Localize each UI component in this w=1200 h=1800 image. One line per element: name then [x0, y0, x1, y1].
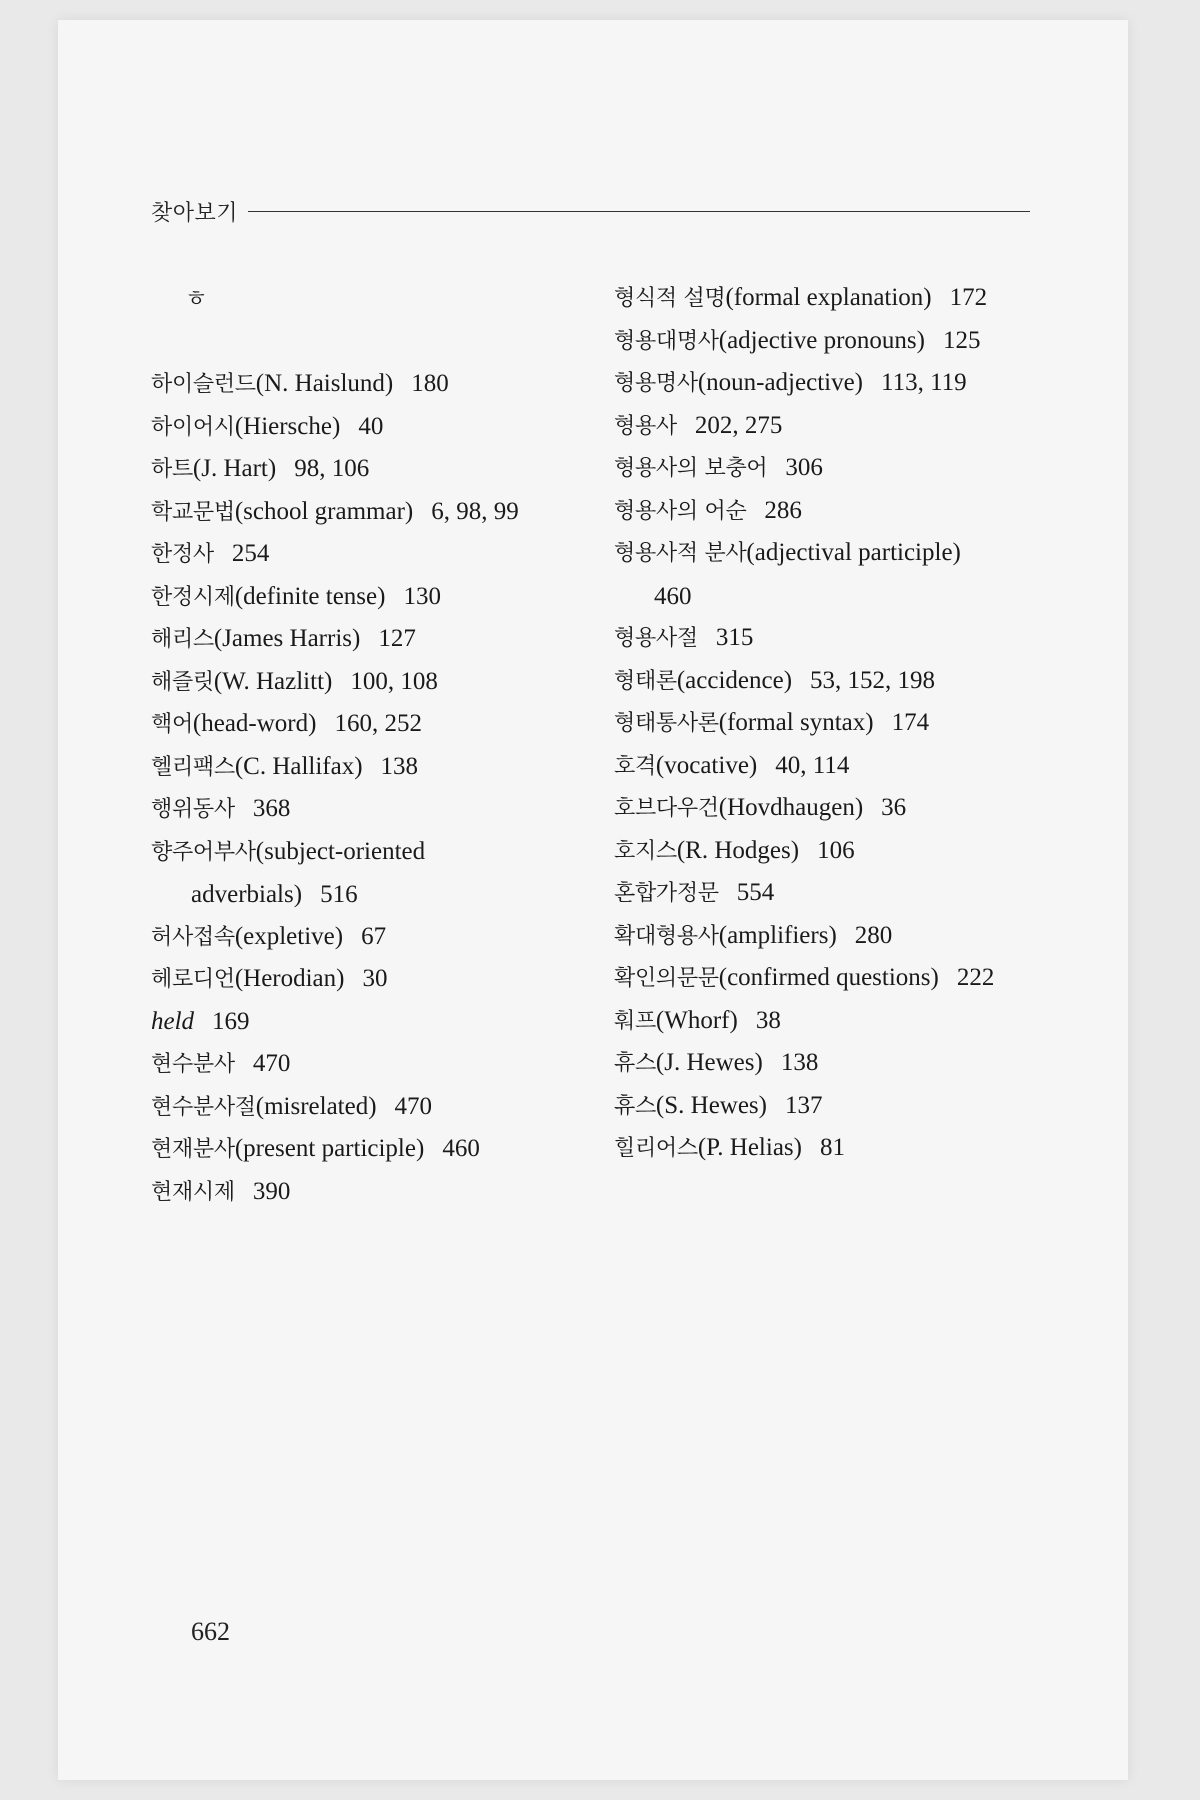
index-term-original: (present participle) — [234, 1135, 425, 1162]
index-entry — [614, 872, 1044, 915]
index-entry — [614, 915, 1044, 958]
index-page-refs: 286 — [764, 496, 802, 524]
index-page-refs: 160, 252 — [334, 710, 422, 737]
index-page-refs: 390 — [252, 1177, 291, 1205]
index-entry — [151, 448, 581, 491]
index-entry — [614, 490, 1044, 533]
index-page-refs: 38 — [755, 1006, 781, 1034]
index-term: 형태론 — [614, 668, 677, 694]
index-page-refs: 315 — [715, 624, 754, 651]
index-page-refs: 554 — [736, 879, 775, 906]
index-page-refs: 113, 119 — [881, 369, 967, 396]
index-entry — [151, 576, 581, 619]
index-term-original: (misrelated) — [255, 1092, 377, 1120]
index-entry — [151, 618, 581, 661]
index-term: 형용사절 — [614, 626, 698, 651]
index-term-original: (adjective pronouns) — [718, 326, 925, 354]
index-term-original: (C. Hallifax) — [234, 752, 363, 780]
index-page-refs: 106 — [817, 836, 855, 864]
running-header: 찾아보기 — [151, 201, 239, 226]
index-page-refs: 169 — [212, 1007, 250, 1035]
index-page-refs: 222 — [956, 964, 995, 991]
index-entry — [151, 533, 581, 576]
index-page-refs: 40, 114 — [775, 751, 850, 779]
index-page-refs: 470 — [394, 1092, 433, 1120]
index-entry — [151, 1171, 581, 1214]
index-entry — [614, 362, 1044, 405]
index-entry — [614, 830, 1044, 873]
index-term: 하이슬런드 — [151, 372, 256, 397]
header-rule — [248, 211, 1030, 212]
index-entry — [151, 746, 581, 789]
index-term-original: (J. Hewes) — [655, 1049, 763, 1076]
index-term-original: (formal syntax) — [718, 709, 874, 736]
index-term: 훠프 — [614, 1008, 656, 1034]
index-term-original: (noun-adjective) — [697, 369, 864, 396]
index-page-refs: 67 — [361, 922, 387, 950]
index-entry-continuation: adverbials) 516 — [191, 881, 358, 908]
index-page-refs: 40 — [358, 412, 384, 440]
index-term: 호브다우건 — [614, 796, 719, 821]
index-page-refs: 254 — [231, 540, 270, 567]
index-page-refs: 172 — [949, 284, 988, 311]
index-term-original: (R. Hodges) — [676, 836, 800, 864]
index-term: 힐리어스 — [614, 1136, 698, 1161]
index-term: 해즐릿 — [151, 669, 214, 695]
index-page-refs: 280 — [854, 921, 893, 949]
index-term: 해리스 — [151, 627, 214, 652]
index-term-original: (Whorf) — [655, 1006, 738, 1034]
index-entry — [614, 1000, 1044, 1043]
section-spacer — [151, 321, 581, 364]
index-term-original: (Hiersche) — [234, 412, 341, 440]
index-term-original: (expletive) — [234, 922, 344, 950]
index-term: 현재시제 — [151, 1179, 235, 1205]
index-page-refs: 202, 275 — [694, 411, 783, 439]
index-page-refs: 470 — [252, 1050, 291, 1077]
index-entry — [614, 617, 1044, 660]
index-term-original: (formal explanation) — [725, 284, 932, 311]
index-term-original: (J. Hart) — [192, 455, 277, 482]
index-term: 헬리팩스 — [151, 754, 235, 780]
index-term: 향주어부사 — [151, 839, 256, 865]
index-term: 형태통사론 — [614, 711, 719, 736]
page-number: 662 — [191, 1617, 230, 1646]
index-entry — [614, 320, 1044, 363]
index-entry — [614, 745, 1044, 788]
index-term: 호격 — [614, 753, 656, 779]
index-page-refs: 98, 106 — [294, 455, 370, 482]
index-page-refs: 306 — [785, 454, 823, 481]
index-entry — [614, 447, 1044, 490]
index-term-original: (P. Helias) — [697, 1134, 802, 1161]
index-page-refs: 137 — [785, 1091, 823, 1119]
index-term: 형용사 — [614, 413, 677, 439]
index-term: 핵어 — [151, 712, 193, 737]
index-entry — [151, 958, 581, 1001]
index-term: 형용사의 보충어 — [614, 456, 768, 481]
index-entry — [151, 363, 581, 406]
index-page-refs: 100, 108 — [350, 667, 438, 695]
index-entry — [151, 788, 581, 831]
index-entry — [151, 491, 581, 534]
index-entry — [151, 831, 581, 916]
index-term: 형용대명사 — [614, 328, 719, 354]
index-entry — [151, 661, 581, 704]
index-term: 호지스 — [614, 838, 677, 864]
index-page-refs: 368 — [252, 795, 291, 822]
index-entry — [614, 957, 1044, 1000]
index-term: 형용명사 — [614, 371, 698, 396]
index-term: 현재분사 — [151, 1137, 235, 1162]
index-term: 휴스 — [614, 1093, 656, 1119]
index-term: 한정사 — [151, 542, 214, 567]
index-term: 현수분사 — [151, 1052, 235, 1077]
index-term: 확인의문문 — [614, 966, 719, 991]
index-term-original: (subject-oriented — [255, 837, 426, 865]
index-page-refs: 460 — [442, 1135, 480, 1162]
index-page-refs: 138 — [380, 752, 419, 780]
index-entry — [151, 1086, 581, 1129]
index-term: 형식적 설명 — [614, 286, 726, 311]
index-entry — [151, 916, 581, 959]
index-entry — [614, 787, 1044, 830]
index-term: 확대형용사 — [614, 923, 719, 949]
index-entry — [614, 702, 1044, 745]
index-entry-continuation: 460 — [654, 582, 692, 610]
index-entry — [151, 406, 581, 449]
index-term-original: (Herodian) — [234, 965, 345, 992]
index-term-original: (W. Hazlitt) — [213, 667, 333, 695]
index-term-original: (amplifiers) — [718, 921, 837, 949]
index-page-refs: 130 — [403, 582, 441, 610]
index-term-original: (school grammar) — [234, 497, 414, 525]
index-entry — [151, 1043, 581, 1086]
index-term-original: (definite tense) — [234, 582, 386, 610]
index-term: 한정시제 — [151, 584, 235, 610]
index-page-refs: 6, 98, 99 — [431, 497, 519, 525]
index-entry — [151, 1001, 581, 1044]
index-term: 형용사적 분사 — [614, 541, 747, 566]
index-column-left — [151, 278, 581, 1213]
index-term-original: (adjectival participle) — [746, 539, 961, 566]
index-term: 현수분사절 — [151, 1094, 256, 1120]
index-entry — [151, 1128, 581, 1171]
index-column-right — [614, 277, 1044, 1170]
index-term-original: (N. Haislund) — [255, 370, 394, 397]
index-term: 휴스 — [614, 1051, 656, 1076]
index-entry — [614, 1042, 1044, 1085]
index-term: 형용사의 어순 — [614, 498, 747, 524]
index-entry — [614, 1127, 1044, 1170]
index-term: 행위동사 — [151, 797, 235, 822]
section-letter: ㅎ — [185, 286, 208, 312]
index-term: held — [151, 1007, 195, 1035]
index-page-refs: 180 — [411, 370, 449, 397]
index-entry — [614, 660, 1044, 703]
index-term: 학교문법 — [151, 499, 235, 525]
index-page-refs: 30 — [362, 965, 388, 992]
index-page-refs: 174 — [891, 709, 930, 736]
index-term: 허사접속 — [151, 924, 235, 950]
index-entry — [614, 1085, 1044, 1128]
index-term: 헤로디언 — [151, 967, 235, 992]
index-term-original: (Hovdhaugen) — [718, 794, 864, 821]
index-term-original: (confirmed questions) — [718, 964, 939, 991]
index-term: 하트 — [151, 457, 193, 482]
index-page-refs: 81 — [819, 1134, 845, 1161]
index-entry — [614, 277, 1044, 320]
index-page-refs: 125 — [942, 326, 981, 354]
index-page-refs: 138 — [780, 1049, 819, 1076]
index-page-refs: 516 — [320, 881, 358, 908]
index-term-original: (James Harris) — [213, 625, 361, 652]
index-entry — [151, 703, 581, 746]
index-page-refs: 53, 152, 198 — [810, 666, 936, 694]
index-entry — [614, 532, 1044, 617]
index-term: 혼합가정문 — [614, 881, 719, 906]
index-term-original: (accidence) — [676, 666, 793, 694]
index-term-original: (S. Hewes) — [655, 1091, 767, 1119]
index-page-refs: 127 — [378, 625, 416, 652]
index-entry — [614, 405, 1044, 448]
index-term-original: (head-word) — [192, 710, 317, 737]
index-page-refs: 36 — [881, 794, 907, 821]
index-term: 하이어시 — [151, 414, 235, 440]
index-term-original: (vocative) — [655, 751, 758, 779]
